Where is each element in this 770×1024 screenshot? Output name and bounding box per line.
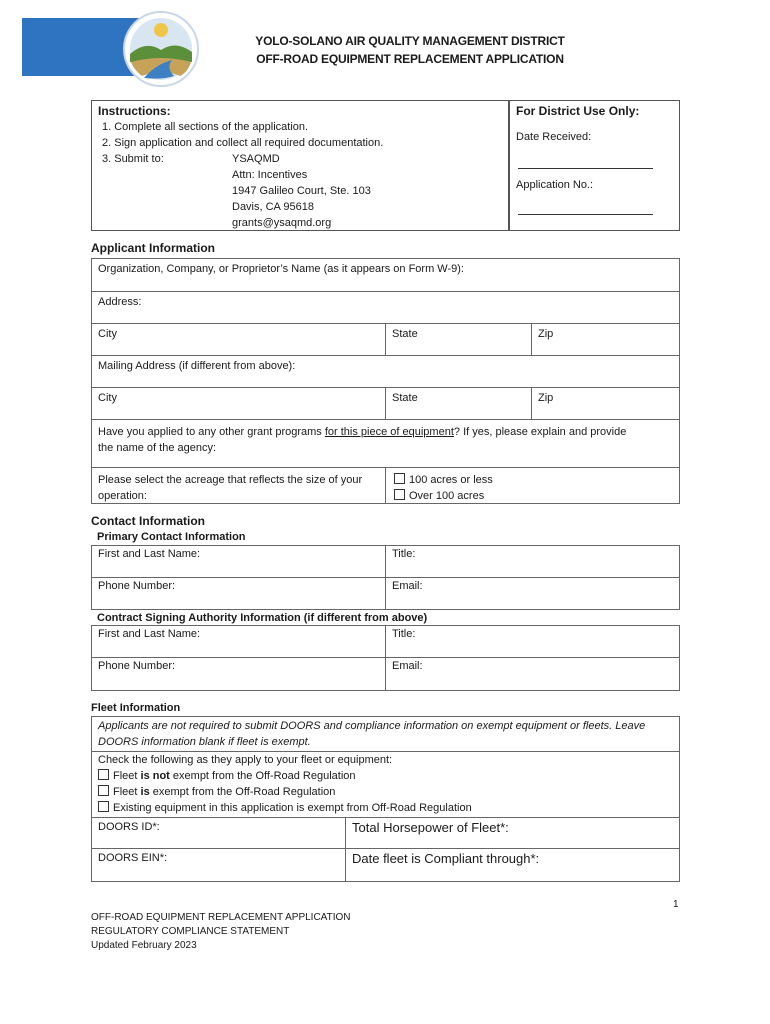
zip-label: Zip: [538, 328, 554, 340]
grant-question-text: Have you applied to any other grant programs: [98, 426, 325, 438]
checkbox-icon[interactable]: [98, 785, 109, 796]
acre-option-small[interactable]: [394, 474, 493, 486]
acreage-options: [394, 472, 493, 504]
acreage-question-line1: Please select the acreage that reflects the size of your: [98, 474, 363, 486]
submit-address-line: YSAQMD: [232, 153, 280, 165]
fleet-section-heading: Fleet Information: [91, 702, 181, 714]
city-label: City: [98, 392, 117, 404]
total-horsepower-label: Total Horsepower of Fleet*:: [352, 820, 509, 835]
fleet-option-emphasis: is not: [140, 770, 170, 782]
primary-name-field[interactable]: [91, 545, 386, 578]
fleet-option-text: Existing equipment in this application is exempt from Off-Road Regulation: [113, 802, 472, 814]
first-last-name-label: First and Last Name:: [98, 628, 201, 640]
city-label: City: [98, 328, 117, 340]
email-label: Email:: [392, 580, 423, 592]
submit-address-line: 1947 Galileo Court, Ste. 103: [232, 185, 371, 197]
org-name-label: Organization, Company, or Proprietor’s Name (as it appears on Form W-9):: [98, 263, 464, 275]
fleet-option-text: Fleet: [113, 786, 141, 798]
fleet-option-emphasis: is: [140, 786, 150, 798]
footer-line1: OFF-ROAD EQUIPMENT REPLACEMENT APPLICATION: [91, 912, 351, 923]
fleet-option-equipment-exempt[interactable]: [98, 800, 472, 816]
checkbox-icon[interactable]: [394, 473, 405, 484]
submit-address-line: Attn: Incentives: [232, 169, 308, 181]
doors-ein-field[interactable]: [91, 848, 346, 882]
acre-option-large[interactable]: [394, 490, 484, 502]
signing-email-field[interactable]: [385, 657, 680, 691]
mailing-address-field[interactable]: [91, 355, 680, 388]
phone-number-label: Phone Number:: [98, 660, 176, 672]
checkbox-icon[interactable]: [394, 489, 405, 500]
instruction-step-2: 2. Sign application and collect all required documentation.: [102, 137, 384, 149]
footer-line3: Updated February 2023: [91, 940, 197, 951]
header-title-line1: YOLO-SOLANO AIR QUALITY MANAGEMENT DISTRICT: [255, 34, 565, 48]
fleet-option-not-exempt[interactable]: [98, 768, 356, 784]
phone-number-label: Phone Number:: [98, 580, 176, 592]
fleet-info-box: [91, 716, 680, 818]
fleet-option-text-end: exempt from the Off-Road Regulation: [169, 770, 356, 782]
other-grants-field[interactable]: [91, 419, 680, 468]
mailing-state-field[interactable]: [385, 387, 532, 420]
email-label: Email:: [392, 660, 423, 672]
footer-line2: REGULATORY COMPLIANCE STATEMENT: [91, 926, 290, 937]
doors-ein-label: DOORS EIN*:: [98, 852, 168, 864]
grant-question-text-end: ? If yes, please explain and provide: [453, 426, 627, 438]
submit-address-line: Davis, CA 95618: [232, 201, 314, 213]
page-number: 1: [673, 899, 679, 910]
primary-email-field[interactable]: [385, 577, 680, 610]
doors-id-label: DOORS ID*:: [98, 821, 160, 833]
fleet-check-intro: Check the following as they apply to your fleet or equipment:: [98, 754, 393, 766]
primary-contact-heading: Primary Contact Information: [97, 531, 246, 543]
address-field[interactable]: [91, 291, 680, 324]
city-field[interactable]: [91, 323, 386, 356]
fleet-option-text: Fleet: [113, 770, 141, 782]
acreage-question-line2: operation:: [98, 490, 147, 502]
submit-email[interactable]: grants@ysaqmd.org: [232, 217, 332, 229]
district-use-box: [509, 100, 680, 231]
address-label: Address:: [98, 296, 142, 308]
acre-option-small-label: 100 acres or less: [409, 474, 493, 486]
org-name-field[interactable]: [91, 258, 680, 292]
zip-label: Zip: [538, 392, 554, 404]
doors-id-field[interactable]: [91, 817, 346, 849]
other-grants-question: [98, 424, 626, 456]
fleet-option-exempt[interactable]: [98, 784, 335, 800]
first-last-name-label: First and Last Name:: [98, 548, 201, 560]
applicant-section-heading: Applicant Information: [91, 241, 215, 255]
district-use-heading: For District Use Only:: [516, 104, 640, 118]
contact-section-heading: Contact Information: [91, 514, 205, 528]
checkbox-icon[interactable]: [98, 801, 109, 812]
mailing-zip-field[interactable]: [531, 387, 680, 420]
title-label: Title:: [392, 628, 416, 640]
state-label: State: [392, 328, 418, 340]
acreage-options-cell: [385, 467, 680, 504]
signing-title-field[interactable]: [385, 625, 680, 658]
application-no-line[interactable]: [518, 214, 653, 215]
compliant-date-label: Date fleet is Compliant through*:: [352, 851, 540, 866]
state-field[interactable]: [385, 323, 532, 356]
fleet-note-line1: Applicants are not required to submit DOORS and compliance information on exempt equipment or fleets. Leave: [98, 720, 646, 732]
instructions-box: [91, 100, 509, 231]
mailing-address-label: Mailing Address (if different from above):: [98, 360, 296, 372]
mailing-city-field[interactable]: [91, 387, 386, 420]
acreage-question: [98, 472, 362, 504]
header-title-line2: OFF-ROAD EQUIPMENT REPLACEMENT APPLICATION: [256, 52, 564, 66]
fleet-note-line2: DOORS information blank if fleet is exempt.: [98, 736, 311, 748]
acre-option-large-label: Over 100 acres: [409, 490, 485, 502]
primary-phone-field[interactable]: [91, 577, 386, 610]
application-no-label: Application No.:: [516, 179, 594, 191]
instruction-step-3: 3. Submit to:: [102, 153, 164, 165]
title-label: Title:: [392, 548, 416, 560]
fleet-option-text-end: exempt from the Off-Road Regulation: [149, 786, 336, 798]
date-received-label: Date Received:: [516, 131, 592, 143]
compliant-date-field[interactable]: [345, 848, 680, 882]
zip-field[interactable]: [531, 323, 680, 356]
grant-question-line2: the name of the agency:: [98, 442, 217, 454]
total-horsepower-field[interactable]: [345, 817, 680, 849]
checkbox-icon[interactable]: [98, 769, 109, 780]
state-label: State: [392, 392, 418, 404]
primary-title-field[interactable]: [385, 545, 680, 578]
instruction-step-1: 1. Complete all sections of the application.: [102, 121, 309, 133]
grant-question-underlined: for this piece of equipment: [324, 426, 454, 438]
date-received-line[interactable]: [518, 168, 653, 169]
signing-phone-field[interactable]: [91, 657, 386, 691]
signing-authority-heading: Contract Signing Authority Information (if different from above): [97, 612, 428, 624]
signing-name-field[interactable]: [91, 625, 386, 658]
district-logo: [122, 10, 200, 88]
acreage-question-cell: [91, 467, 386, 504]
instructions-heading: Instructions:: [98, 104, 171, 118]
